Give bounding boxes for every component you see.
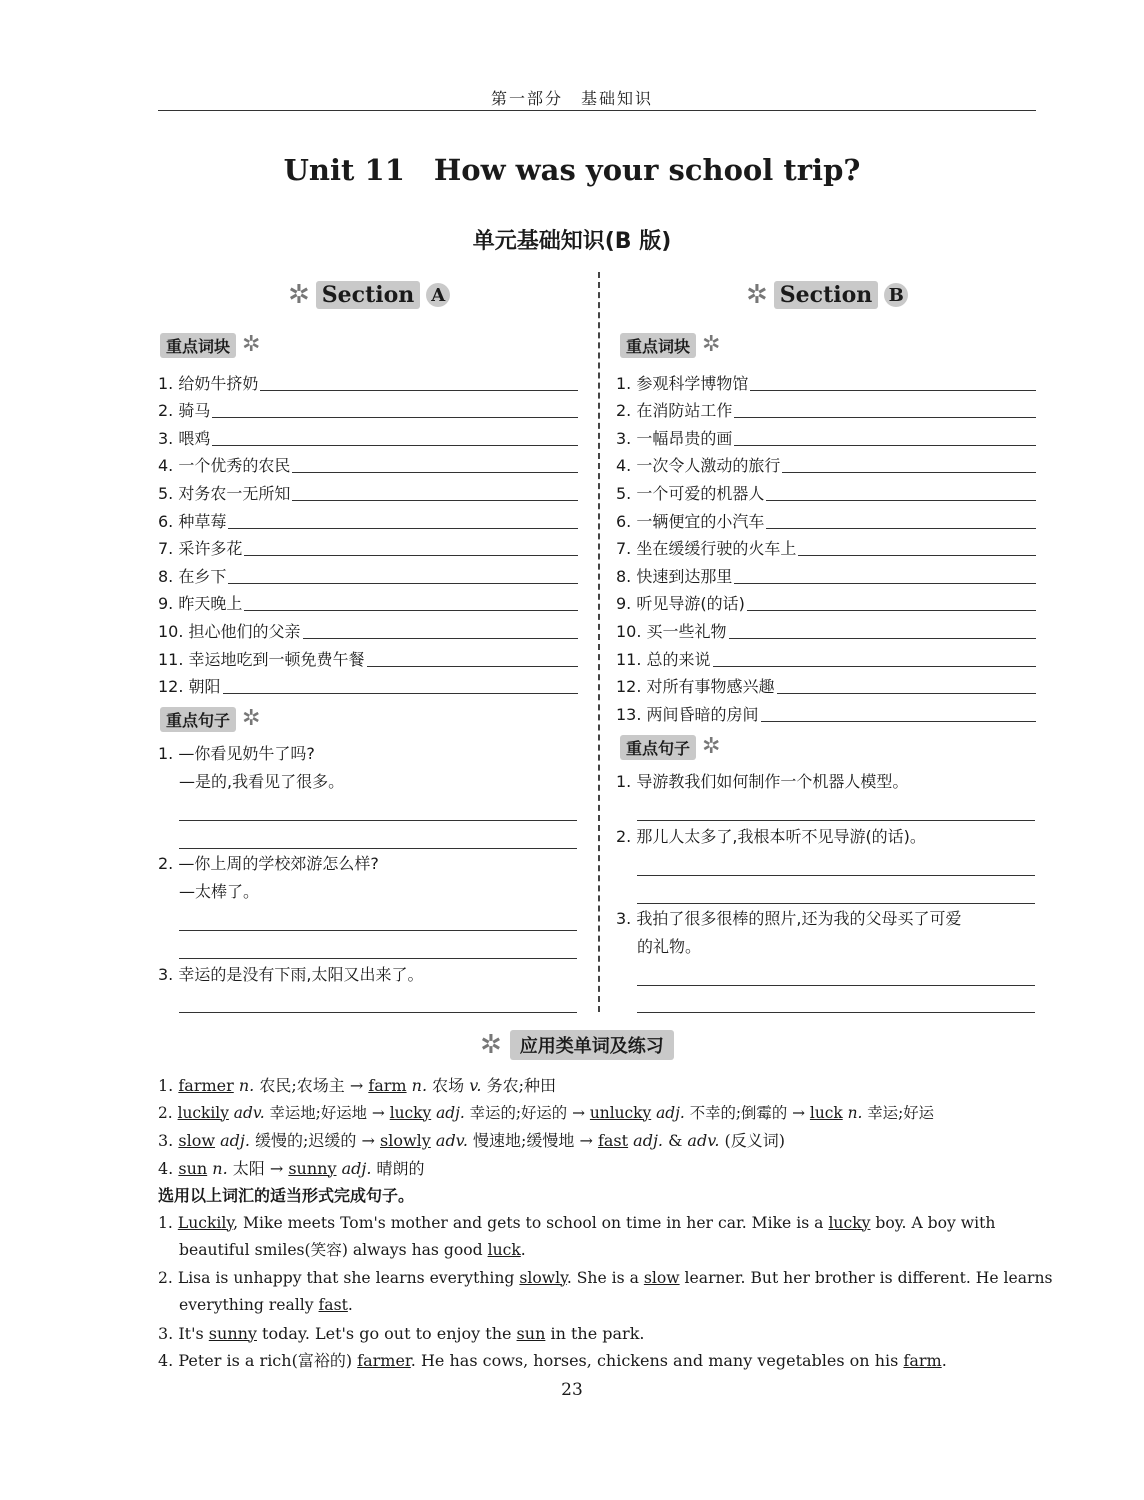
- column-divider: [598, 272, 600, 1012]
- meaning: 幸运;好运: [862, 1103, 935, 1122]
- phrase-text: 5. 一个可爱的机器人: [616, 483, 765, 503]
- item-number: 4.: [158, 1158, 179, 1178]
- answer-line[interactable]: [637, 903, 1035, 904]
- phrase-item: [158, 670, 578, 698]
- text: learner. But her brother is different. He learns: [679, 1268, 1053, 1287]
- sentence-text: 1. 导游教我们如何制作一个机器人模型。: [616, 772, 909, 791]
- pos: adj.: [651, 1103, 685, 1122]
- meaning: 缓慢的;迟缓的 →: [249, 1131, 380, 1150]
- phrase-item: [616, 476, 1036, 504]
- section-b-sentences-tag: [620, 734, 720, 760]
- pos: v.: [469, 1076, 482, 1095]
- pos: adj.: [336, 1158, 372, 1178]
- answer-line[interactable]: [244, 610, 578, 611]
- phrase-item: [158, 421, 578, 449]
- phrase-item: [616, 532, 1036, 560]
- phrase-text: 8. 在乡下: [158, 566, 227, 586]
- section-b-word: Section: [774, 281, 878, 309]
- phrase-item: [158, 366, 578, 394]
- word: sunny: [288, 1158, 337, 1178]
- phrase-text: 13. 两间昏暗的房间: [616, 704, 759, 724]
- word: slowly: [380, 1131, 431, 1150]
- pos: n.: [842, 1103, 863, 1122]
- section-a-word: Section: [316, 281, 420, 309]
- text: everything really: [179, 1296, 319, 1314]
- applied-heading-label: 应用类单词及练习: [510, 1030, 674, 1060]
- tag-label: 重点句子: [620, 735, 696, 760]
- flower-icon: ✲: [746, 280, 768, 310]
- section-a-sentences-tag: [160, 706, 260, 732]
- running-header: 第一部分 基础知识: [490, 89, 653, 108]
- item-number: 2.: [158, 1103, 178, 1122]
- exercise-4: [158, 1347, 1036, 1375]
- answer-line[interactable]: [212, 417, 578, 418]
- answer-line[interactable]: [713, 666, 1036, 667]
- answer-line[interactable]: [766, 528, 1036, 529]
- text: . He has cows, horses, chickens and many vegetables on his: [410, 1351, 904, 1370]
- answer-line[interactable]: [734, 417, 1036, 418]
- answer-line[interactable]: [747, 610, 1036, 611]
- phrase-text: 4. 一次令人激动的旅行: [616, 456, 781, 476]
- answer-line[interactable]: [777, 693, 1036, 694]
- pos: adj.: [215, 1131, 250, 1150]
- section-a-phrases-tag: [160, 332, 260, 358]
- tag-label: 重点词块: [620, 333, 696, 358]
- meaning: 太阳 →: [227, 1158, 289, 1178]
- answer[interactable]: farmer: [357, 1351, 411, 1370]
- answer-line[interactable]: [750, 390, 1036, 391]
- word: farmer: [178, 1076, 234, 1095]
- phrase-item: [158, 504, 578, 532]
- sentence-text: 的礼物。: [637, 937, 702, 956]
- answer[interactable]: fast: [318, 1296, 348, 1314]
- phrase-text: 6. 种草莓: [158, 511, 227, 531]
- text: .: [347, 1296, 353, 1314]
- phrase-text: 1. 参观科学博物馆: [616, 373, 749, 393]
- phrase-text: 5. 对务农一无所知: [158, 483, 291, 503]
- phrase-item: [158, 587, 578, 615]
- text: boy. A boy with: [870, 1213, 996, 1232]
- phrase-text: 10. 担心他们的父亲: [158, 621, 301, 641]
- unit-subtitle: 单元基础知识(B 版): [472, 229, 672, 254]
- sentence-text: —是的,我看见了很多。: [179, 772, 345, 791]
- text: , Mike meets Tom's mother and gets to school on time in her car. Mike is a: [233, 1213, 829, 1232]
- answer-line[interactable]: [734, 583, 1036, 584]
- phrase-item: [158, 532, 578, 560]
- answer-line[interactable]: [766, 500, 1036, 501]
- phrase-item: [158, 449, 578, 477]
- text: 3. It's: [158, 1323, 209, 1343]
- answer[interactable]: lucky: [828, 1213, 871, 1232]
- header-rule: [158, 110, 1036, 111]
- phrase-text: 9. 听见导游(的话): [616, 594, 745, 614]
- answer-line[interactable]: [223, 693, 578, 694]
- pos: adj.: [628, 1131, 663, 1150]
- applied-heading: [480, 1030, 674, 1060]
- pos: adv.: [228, 1103, 265, 1122]
- word: luckily: [177, 1103, 229, 1122]
- phrase-item: [158, 559, 578, 587]
- word: lucky: [389, 1103, 432, 1122]
- answer-line[interactable]: [228, 583, 578, 584]
- section-a-heading: [288, 280, 450, 310]
- word: farm: [368, 1076, 407, 1095]
- phrase-text: 12. 朝阳: [158, 677, 221, 697]
- page-number: 23: [561, 1380, 583, 1400]
- answer-line[interactable]: [782, 472, 1036, 473]
- exercise-instruction: 选用以上词汇的适当形式完成句子。: [158, 1186, 415, 1205]
- answer-line[interactable]: [179, 820, 577, 821]
- phrase-item: [616, 587, 1036, 615]
- sentence-text: 2. 那儿人太多了,我根本听不见导游(的话)。: [616, 827, 926, 846]
- section-a-phrase-list: [158, 366, 578, 697]
- phrase-item: [616, 642, 1036, 670]
- phrase-item: [158, 394, 578, 422]
- phrase-text: 6. 一辆便宜的小汽车: [616, 511, 765, 531]
- pos: adv.: [430, 1131, 468, 1150]
- sentence-text: 1. —你看见奶牛了吗?: [158, 744, 315, 763]
- flower-icon: ✲: [702, 332, 721, 357]
- answer[interactable]: farm: [903, 1351, 942, 1370]
- answer[interactable]: slow: [643, 1268, 680, 1287]
- word-family-3: [158, 1127, 1036, 1155]
- answer[interactable]: slowly: [519, 1268, 567, 1287]
- applied-word-list: [158, 1072, 1053, 1375]
- exercise-2: [158, 1265, 1053, 1320]
- item-number: 3.: [158, 1131, 179, 1150]
- phrase-item: [616, 421, 1036, 449]
- phrase-text: 8. 快速到达那里: [616, 566, 733, 586]
- section-a-sentence-3: [158, 961, 578, 989]
- tag-label: 重点词块: [160, 333, 236, 358]
- phrase-text: 9. 昨天晚上: [158, 594, 243, 614]
- word: slow: [178, 1131, 216, 1150]
- text: . She is a: [566, 1268, 644, 1287]
- phrase-item: [158, 614, 578, 642]
- phrase-item: [616, 394, 1036, 422]
- phrase-text: 3. 喂鸡: [158, 428, 211, 448]
- answer-line[interactable]: [637, 875, 1035, 876]
- answer-line[interactable]: [260, 390, 578, 391]
- unit-title: Unit 11 How was your school trip?: [283, 153, 861, 187]
- text: in the park.: [545, 1323, 645, 1343]
- phrase-text: 7. 采许多花: [158, 539, 243, 559]
- answer-line[interactable]: [798, 555, 1036, 556]
- phrase-item: [616, 670, 1036, 698]
- pos: adv.: [687, 1131, 720, 1150]
- phrase-item: [616, 366, 1036, 394]
- exercise-3: [158, 1320, 1036, 1348]
- pos: adj.: [431, 1103, 465, 1122]
- word: unlucky: [589, 1103, 652, 1122]
- section-b-letter: B: [884, 283, 908, 307]
- meaning: 农场: [427, 1076, 470, 1095]
- answer-line[interactable]: [179, 958, 577, 959]
- answer-line[interactable]: [637, 985, 1035, 986]
- word: sun: [178, 1158, 208, 1178]
- text: 4. Peter is a rich(富裕的): [158, 1351, 358, 1370]
- phrase-text: 12. 对所有事物感兴趣: [616, 677, 775, 697]
- pos: n.: [406, 1076, 428, 1095]
- phrase-text: 11. 总的来说: [616, 649, 711, 669]
- meaning: 晴朗的: [371, 1158, 425, 1178]
- answer-line[interactable]: [637, 820, 1035, 821]
- flower-icon: ✲: [242, 706, 261, 731]
- section-b-sentence-3: [616, 905, 1036, 961]
- meaning: 慢速地;缓慢地 →: [467, 1131, 598, 1150]
- answer-line[interactable]: [729, 638, 1036, 639]
- phrase-item: [158, 476, 578, 504]
- answer[interactable]: Luckily: [177, 1213, 234, 1232]
- pos: n.: [207, 1158, 228, 1178]
- word: fast: [597, 1131, 629, 1150]
- phrase-item: [616, 559, 1036, 587]
- word-family-4: [158, 1155, 1036, 1183]
- phrase-item: [158, 642, 578, 670]
- phrase-item: [616, 697, 1036, 725]
- answer[interactable]: sunny: [208, 1323, 257, 1343]
- meaning: 务农;种田: [481, 1076, 556, 1095]
- answer-line[interactable]: [292, 500, 578, 501]
- phrase-text: 2. 骑马: [158, 401, 211, 421]
- flower-icon: ✲: [288, 280, 310, 310]
- sentence-text: 3. 我拍了很多很棒的照片,还为我的父母买了可爱: [616, 909, 962, 928]
- answer[interactable]: sun: [516, 1323, 546, 1343]
- answer-line[interactable]: [179, 1012, 577, 1013]
- answer-line[interactable]: [303, 638, 578, 639]
- section-b-phrase-list: [616, 366, 1036, 725]
- meaning: &: [663, 1131, 688, 1150]
- section-a-letter: A: [426, 283, 450, 307]
- word-family-1: [158, 1072, 1036, 1100]
- phrase-item: [616, 449, 1036, 477]
- flower-icon: ✲: [480, 1030, 502, 1060]
- text: 2. Lisa is unhappy that she learns everything: [158, 1268, 520, 1287]
- meaning: 幸运的;好运的 →: [464, 1103, 590, 1122]
- answer-line[interactable]: [637, 1012, 1035, 1013]
- section-a-sentence-2: [158, 850, 578, 906]
- phrase-text: 1. 给奶牛挤奶: [158, 373, 259, 393]
- text: beautiful smiles(笑容) always has good: [179, 1241, 488, 1259]
- text: 1.: [158, 1213, 178, 1232]
- phrase-item: [616, 504, 1036, 532]
- flower-icon: ✲: [242, 332, 261, 357]
- answer-line[interactable]: [179, 848, 577, 849]
- answer-line[interactable]: [761, 721, 1036, 722]
- answer-line[interactable]: [212, 445, 578, 446]
- text: .: [941, 1351, 947, 1370]
- phrase-text: 4. 一个优秀的农民: [158, 456, 291, 476]
- phrase-text: 10. 买一些礼物: [616, 621, 727, 641]
- meaning: (反义词): [719, 1131, 786, 1150]
- answer-line[interactable]: [244, 555, 578, 556]
- tag-label: 重点句子: [160, 707, 236, 732]
- exercise-1: [158, 1210, 1036, 1265]
- flower-icon: ✲: [702, 734, 721, 759]
- phrase-text: 3. 一幅昂贵的画: [616, 428, 733, 448]
- meaning: 农民;农场主 →: [254, 1076, 369, 1095]
- pos: n.: [233, 1076, 255, 1095]
- item-number: 1.: [158, 1076, 179, 1095]
- phrase-text: 7. 坐在缓缓行驶的火车上: [616, 539, 797, 559]
- word-family-2: [158, 1100, 1036, 1128]
- phrase-text: 2. 在消防站工作: [616, 401, 733, 421]
- meaning: 幸运地;好运地 →: [264, 1103, 390, 1122]
- answer-line[interactable]: [228, 528, 578, 529]
- text: .: [520, 1241, 526, 1259]
- section-b-sentence-2: [616, 823, 1036, 851]
- sentence-text: 3. 幸运的是没有下雨,太阳又出来了。: [158, 965, 424, 984]
- sentence-text: 2. —你上周的学校郊游怎么样?: [158, 854, 379, 873]
- word: luck: [809, 1103, 843, 1122]
- section-b-phrases-tag: [620, 332, 720, 358]
- meaning: 不幸的;倒霉的 →: [684, 1103, 810, 1122]
- phrase-text: 11. 幸运地吃到一顿免费午餐: [158, 649, 365, 669]
- section-b-heading: [746, 280, 908, 310]
- sentence-text: —太棒了。: [179, 882, 260, 901]
- section-a-sentence-1: [158, 740, 578, 796]
- phrase-item: [616, 614, 1036, 642]
- answer-line[interactable]: [292, 472, 578, 473]
- text: today. Let's go out to enjoy the: [256, 1323, 517, 1343]
- answer-line[interactable]: [367, 666, 578, 667]
- answer[interactable]: luck: [487, 1241, 521, 1259]
- answer-line[interactable]: [179, 930, 577, 931]
- answer-line[interactable]: [734, 445, 1036, 446]
- section-b-sentence-1: [616, 768, 1036, 796]
